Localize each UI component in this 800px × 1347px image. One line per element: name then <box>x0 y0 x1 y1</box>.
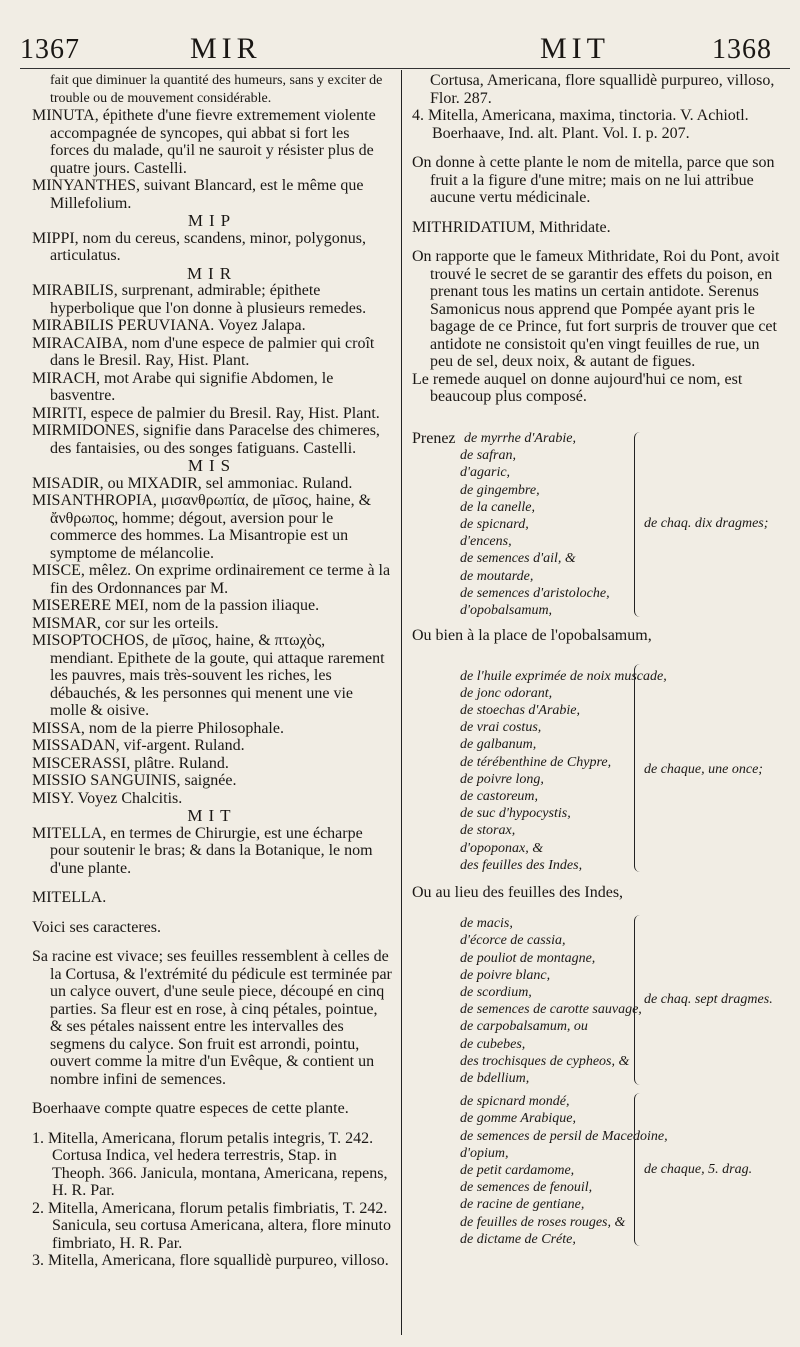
entry-paragraph: Sa racine est vivace; ses feuilles ressemblent à celles de la Cortusa, & l'extrémité du pédicule est terminée par un calyce ouvert, d'une seule piece, découpé en cinq parties. Sa fleur est en rose, à cinq pétales, pointue, & ses pétales naissent entre les intervalles des segmens du calyce. Son fruit est arrondi, pointu, ouvert comme la mitre d'un Evêque, & contient un nombre infini de semences. <box>32 948 392 1088</box>
left-running-head: MIR <box>190 32 262 65</box>
recipe-ingredient: de cubebes, <box>460 1036 526 1052</box>
entry-paragraph: 2. Mitella, Americana, florum petalis fimbriatis, T. 242. Sanicula, seu cortusa Americana, altera, flore minuto fimbriato, H. R. Par. <box>32 1199 391 1252</box>
entry-paragraph: MIRABILIS, surprenant, admirable; épithete hyperbolique que l'on donne à plusieurs remedes. <box>32 282 367 317</box>
entry-paragraph: MISOPTOCHOS, de μῖσος, haine, & πτωχὸς, mendiant. Epithete de la goute, qui attaque rarement les pauvres, mais très-souvent les riches, les débauchés, & les personnes qui menent une vie molle & oisive. <box>32 632 385 719</box>
recipe-ingredient: de castoreum, <box>460 789 539 804</box>
recipe-ingredient: de semences d'aristoloche, <box>460 585 610 601</box>
right-running-head: MIT <box>540 32 610 65</box>
entry-paragraph: MITELLA. <box>32 889 107 906</box>
recipe-ingredient: de pouliot de montagne, <box>460 950 596 966</box>
spacer <box>32 1088 392 1100</box>
section-heading: MIS <box>187 456 237 475</box>
entry-paragraph: 4. Mitella, Americana, maxima, tinctoria. V. Achiotl. Boerhaave, Ind. alt. Plant. Vol. I. p. 207. <box>412 107 749 142</box>
entry-paragraph: Le remede auquel on donne aujourd'hui ce nom, est beaucoup plus composé. <box>412 370 743 405</box>
section-heading: MIR <box>186 263 238 283</box>
dosage-label: de chaque, une once; <box>644 761 763 777</box>
right-page-number: 1368 <box>712 34 772 65</box>
recipe-ingredient: de semences de carotte sauvage, <box>460 1002 642 1018</box>
spacer <box>32 1118 392 1130</box>
spacer <box>412 236 780 248</box>
recipe-ingredient: de semences de persil de Macedoine, <box>460 1128 668 1144</box>
entry-paragraph: MISSADAN, vif-argent. Ruland. <box>32 737 245 754</box>
recipe-ingredient: de la canelle, <box>460 499 536 515</box>
recipe-block <box>412 430 792 1330</box>
recipe-ingredient: de térébenthine de Chypre, <box>460 754 612 770</box>
recipe-ingredient: de macis, <box>460 916 513 932</box>
recipe-ingredient: de bdellium, <box>460 1071 530 1086</box>
entry-paragraph: MINYANTHES, suivant Blancard, est le même que Millefolium. <box>32 177 364 212</box>
recipe-ingredient: d'opium, <box>460 1145 509 1161</box>
recipe-ingredient: de l'huile exprimée de noix muscade, <box>460 668 667 684</box>
recipe-ingredient: de suc d'hypocystis, <box>460 806 571 822</box>
entry-paragraph: MIRABILIS PERUVIANA. Voyez Jalapa. <box>32 317 306 334</box>
entry-paragraph: fait que diminuer la quantité des humeurs, sans y exciter de trouble ou de mouvement considérable. <box>50 73 383 106</box>
entry-paragraph: Cortusa, Americana, flore squallidè purpureo, villoso, Flor. 287. <box>430 72 775 107</box>
left-page-number: 1367 <box>20 34 80 65</box>
recipe-ingredient: de carpobalsamum, ou <box>460 1019 588 1035</box>
recipe-ingredient: d'opoponax, & <box>460 840 544 856</box>
entry-paragraph: MISCERASSI, plâtre. Ruland. <box>32 754 229 772</box>
recipe-ingredient: Ou bien à la place de l'opobalsamum, <box>412 627 652 645</box>
recipe-ingredient: de feuilles de roses rouges, & <box>460 1214 626 1230</box>
recipe-ingredient: de racine de gentiane, <box>460 1197 585 1213</box>
right-column <box>412 72 780 406</box>
entry-paragraph: MISERERE MEI, nom de la passion iliaque. <box>32 597 320 614</box>
section-heading: MIP <box>187 211 237 230</box>
recipe-ingredient: de poivre blanc, <box>460 967 551 983</box>
recipe-ingredient: de semences d'ail, & <box>460 551 576 567</box>
entry-paragraph: Boerhaave compte quatre especes de cette plante. <box>32 1100 349 1117</box>
recipe-ingredient: de jonc odorant, <box>460 685 553 701</box>
entry-paragraph: MIRACAIBA, nom d'une espece de palmier qui croît dans le Bresil. Ray, Hist. Plant. <box>32 334 375 369</box>
recipe-ingredient: de stoechas d'Arabie, <box>460 703 581 718</box>
entry-paragraph: MIRITI, espece de palmier du Bresil. Ray, Hist. Plant. <box>32 404 380 422</box>
entry-paragraph: MITELLA, en termes de Chirurgie, est une écharpe pour soutenir le bras; & dans la Botanique, le nom d'une plante. <box>32 824 373 877</box>
entry-paragraph: MIRMIDONES, signifie dans Paracelse des chimeres, des fantaisies, ou des songes fatiguans. Castelli. <box>32 422 380 457</box>
recipe-ingredient: de moutarde, <box>460 568 534 584</box>
recipe-ingredient: Ou au lieu des feuilles des Indes, <box>412 884 624 901</box>
recipe-ingredient: d'agaric, <box>460 465 511 481</box>
entry-paragraph: 1. Mitella, Americana, florum petalis integris, T. 242. Cortusa Indica, vel hedera terrestris, Stap. in Theoph. 366. Janicula, montana, Americana, repens, H. R. Par. <box>32 1129 388 1199</box>
recipe-ingredient: de semences de fenouil, <box>460 1180 593 1196</box>
entry-paragraph: MISADIR, ou MIXADIR, sel ammoniac. Ruland. <box>32 474 353 492</box>
recipe-ingredient: de myrrhe d'Arabie, <box>464 431 576 446</box>
recipe-ingredient: de dictame de Créte, <box>460 1231 576 1247</box>
entry-paragraph: On rapporte que le fameux Mithridate, Roi du Pont, avoit trouvé le secret de se garantir des effets du poison, en prenant tous les matins un certain antidote. Serenus Samonicus nous apprend que Pompée ayant pris le bagage de ce Prince, fut fort surpris de trouver que cet antidote ne consistoit qu'en vingt feuilles de rue, un peu de sel, deux noix, & autant de figues. <box>412 248 780 370</box>
entry-paragraph: MISCE, mêlez. On exprime ordinairement ce terme à la fin des Ordonnances par M. <box>32 562 391 597</box>
section-heading: MIT <box>187 806 237 825</box>
recipe-ingredient: de safran, <box>460 448 516 464</box>
entry-paragraph: MISSA, nom de la pierre Philosophale. <box>32 719 284 737</box>
entry-paragraph: MITHRIDATIUM, Mithridate. <box>412 218 611 236</box>
header-rule <box>20 68 790 69</box>
spacer <box>32 877 392 889</box>
recipe-ingredient: de spicnard, <box>460 517 529 532</box>
recipe-ingredient: de gingembre, <box>460 482 540 498</box>
left-column <box>32 72 392 1270</box>
recipe-ingredient: de spicnard mondé, <box>460 1094 570 1110</box>
entry-paragraph: MISY. Voyez Chalcitis. <box>32 789 183 807</box>
spacer <box>32 907 392 919</box>
entry-paragraph: 3. Mitella, Americana, flore squallidè purpureo, villoso. <box>32 1252 389 1269</box>
spacer <box>412 207 780 219</box>
recipe-ingredient: de storax, <box>460 823 516 839</box>
entry-paragraph: Voici ses caracteres. <box>32 918 161 936</box>
entry-paragraph: MINUTA, épithete d'une fievre extremement violente accompagnée de syncopes, qui abbat si fort les forces du malade, qu'il ne sauroit y résister plus de quatre jours. Castelli. <box>32 107 376 177</box>
dosage-label: de chaq. sept dragmes. <box>644 992 773 1008</box>
recipe-ingredient: d'écorce de cassia, <box>460 933 566 949</box>
entry-paragraph: MISMAR, cor sur les orteils. <box>32 614 219 632</box>
entry-paragraph: On donne à cette plante le nom de mitella, parce que son fruit a la figure d'une mitre; mais on ne lui attribue aucune vertu médicinale. <box>412 154 775 206</box>
entry-paragraph: MISSIO SANGUINIS, saignée. <box>32 772 237 789</box>
dosage-label: de chaq. dix dragmes; <box>644 515 769 531</box>
entry-paragraph: MISANTHROPIA, μισανθρωπία, de μῖσος, haine, & ἄνθρωπος, homme; dégout, aversion pour le commerce des hommes. La Misantropie est un symptome de mélancolie. <box>32 492 372 562</box>
recipe-ingredient: de gomme Arabique, <box>460 1111 576 1127</box>
recipe-ingredient: de poivre long, <box>460 771 544 787</box>
recipe-ingredient: des feuilles des Indes, <box>460 857 583 873</box>
recipe-ingredient: de galbanum, <box>460 737 537 753</box>
recipe-ingredient: d'opobalsamum, <box>460 603 553 618</box>
recipe-ingredient: de scordium, <box>460 985 532 1000</box>
recipe-ingredient: de petit cardamome, <box>460 1163 575 1178</box>
entry-paragraph: MIPPI, nom du cereus, scandens, minor, polygonus, articulatus. <box>32 229 366 264</box>
recipe-intro: Prenez <box>412 430 456 447</box>
column-rule <box>401 70 402 1335</box>
spacer <box>32 936 392 948</box>
spacer <box>412 142 780 154</box>
recipe-ingredient: de vrai costus, <box>460 720 542 736</box>
entry-paragraph: MIRACH, mot Arabe qui signifie Abdomen, le basventre. <box>32 369 334 404</box>
recipe-ingredient: d'encens, <box>460 534 512 550</box>
dosage-label: de chaque, 5. drag. <box>644 1161 753 1177</box>
recipe-ingredient: des trochisques de cypheos, & <box>460 1053 630 1069</box>
